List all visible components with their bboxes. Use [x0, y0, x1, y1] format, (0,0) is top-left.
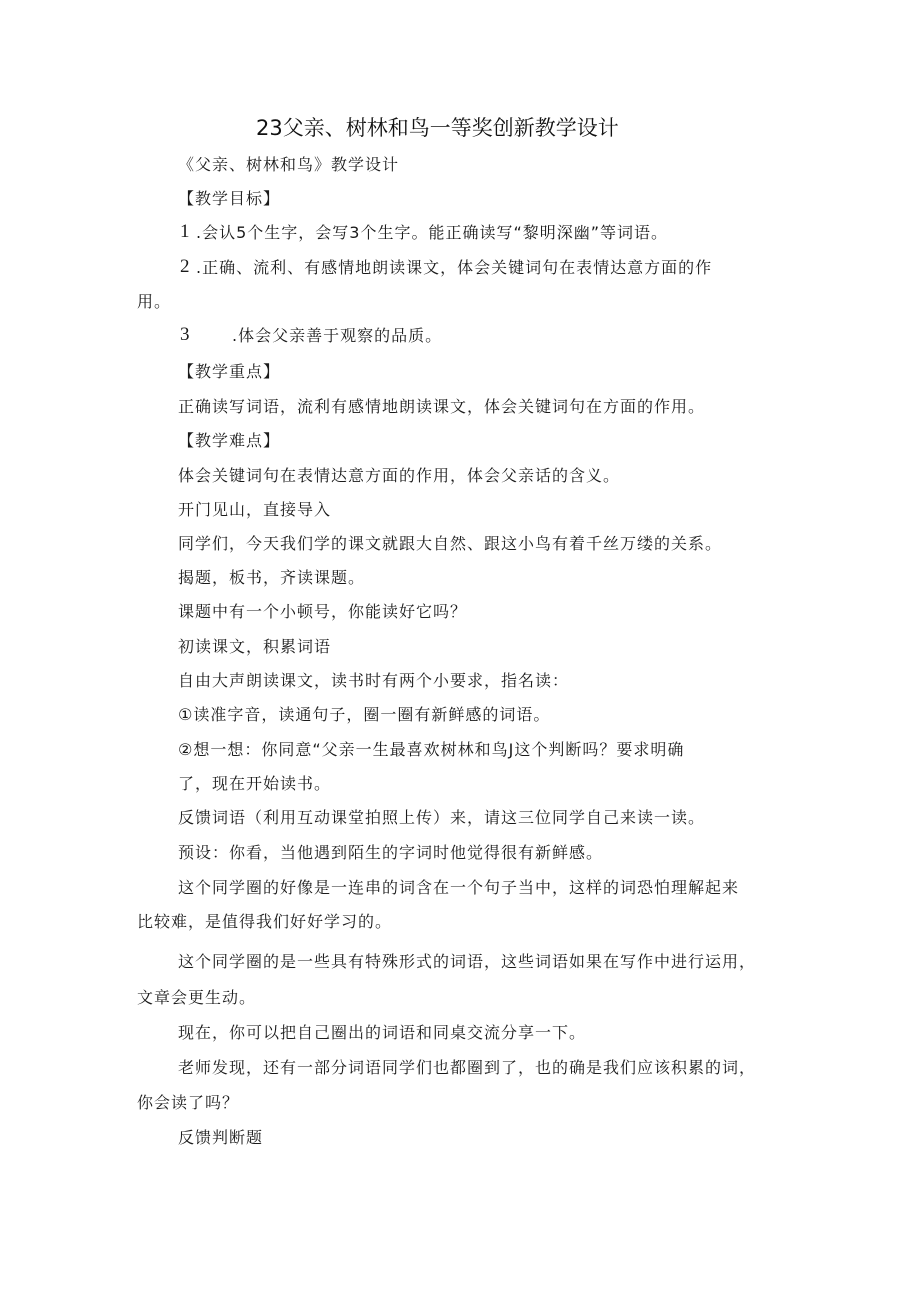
- requirement-1: ①读准字音，读通句子，圈一圈有新鲜感的词语。: [178, 705, 551, 724]
- document-title: 23父亲、树林和鸟一等奖创新教学设计: [256, 116, 619, 140]
- subtitle: 《父亲、树林和鸟》教学设计: [178, 155, 400, 174]
- paragraph: 反馈词语（利用互动课堂拍照上传）来，请这三位同学自己来读一读。: [178, 808, 706, 827]
- paragraph: 预设：你看，当他遇到陌生的字词时他觉得很有新鲜感。: [178, 843, 604, 862]
- key-points-heading: 【教学重点】: [178, 362, 281, 381]
- requirement-2: ②想一想：你同意“父亲一生最喜欢树林和鸟J这个判断吗？要求明确: [178, 740, 685, 759]
- paragraph: 这个同学圈的是一些具有特殊形式的词语，这些词语如果在写作中进行运用，: [178, 952, 757, 971]
- difficulties-heading: 【教学难点】: [178, 431, 281, 450]
- goal-1-number: 1: [180, 221, 191, 242]
- difficulties-text: 体会关键词句在表情达意方面的作用，体会父亲话的含义。: [178, 466, 621, 485]
- requirement-2-continuation: 了，现在开始读书。: [178, 774, 332, 793]
- goals-heading: 【教学目标】: [178, 189, 281, 208]
- goal-2-text: .正确、流利、有感情地朗读课文，体会关键词句在表情达意方面的作: [196, 258, 713, 277]
- paragraph: 揭题，板书，齐读课题。: [178, 568, 366, 587]
- goal-1-text: .会认5个生字，会写3个生字。能正确读写“黎明深幽”等词语。: [196, 223, 669, 242]
- goal-2-number: 2: [180, 256, 191, 277]
- section-intro: 开门见山，直接导入: [178, 500, 332, 519]
- paragraph-continuation: 你会读了吗？: [137, 1093, 240, 1112]
- goal-3-text: .体会父亲善于观察的品质。: [232, 326, 443, 345]
- section-first-reading: 初读课文，积累词语: [178, 637, 332, 656]
- paragraph: 课题中有一个小顿号，你能读好它吗？: [178, 602, 468, 621]
- paragraph-continuation: 比较难，是值得我们好好学习的。: [137, 912, 393, 931]
- paragraph-continuation: 文章会更生动。: [137, 988, 257, 1007]
- paragraph: 老师发现，还有一部分词语同学们也都圈到了，也的确是我们应该积累的词，: [178, 1058, 757, 1077]
- key-points-text: 正确读写词语，流利有感情地朗读课文，体会关键词句在方面的作用。: [178, 397, 706, 416]
- goal-2-continuation: 用。: [137, 292, 172, 311]
- paragraph: 同学们，今天我们学的课文就跟大自然、跟这小鸟有着千丝万缕的关系。: [178, 534, 723, 553]
- paragraph: 自由大声朗读课文，读书时有两个小要求，指名读：: [178, 671, 570, 690]
- goal-3-number: 3: [180, 324, 191, 345]
- section-feedback: 反馈判断题: [178, 1128, 264, 1147]
- paragraph: 这个同学圈的好像是一连串的词含在一个句子当中，这样的词恐怕理解起来: [178, 878, 740, 897]
- paragraph: 现在，你可以把自己圈出的词语和同桌交流分享一下。: [178, 1023, 587, 1042]
